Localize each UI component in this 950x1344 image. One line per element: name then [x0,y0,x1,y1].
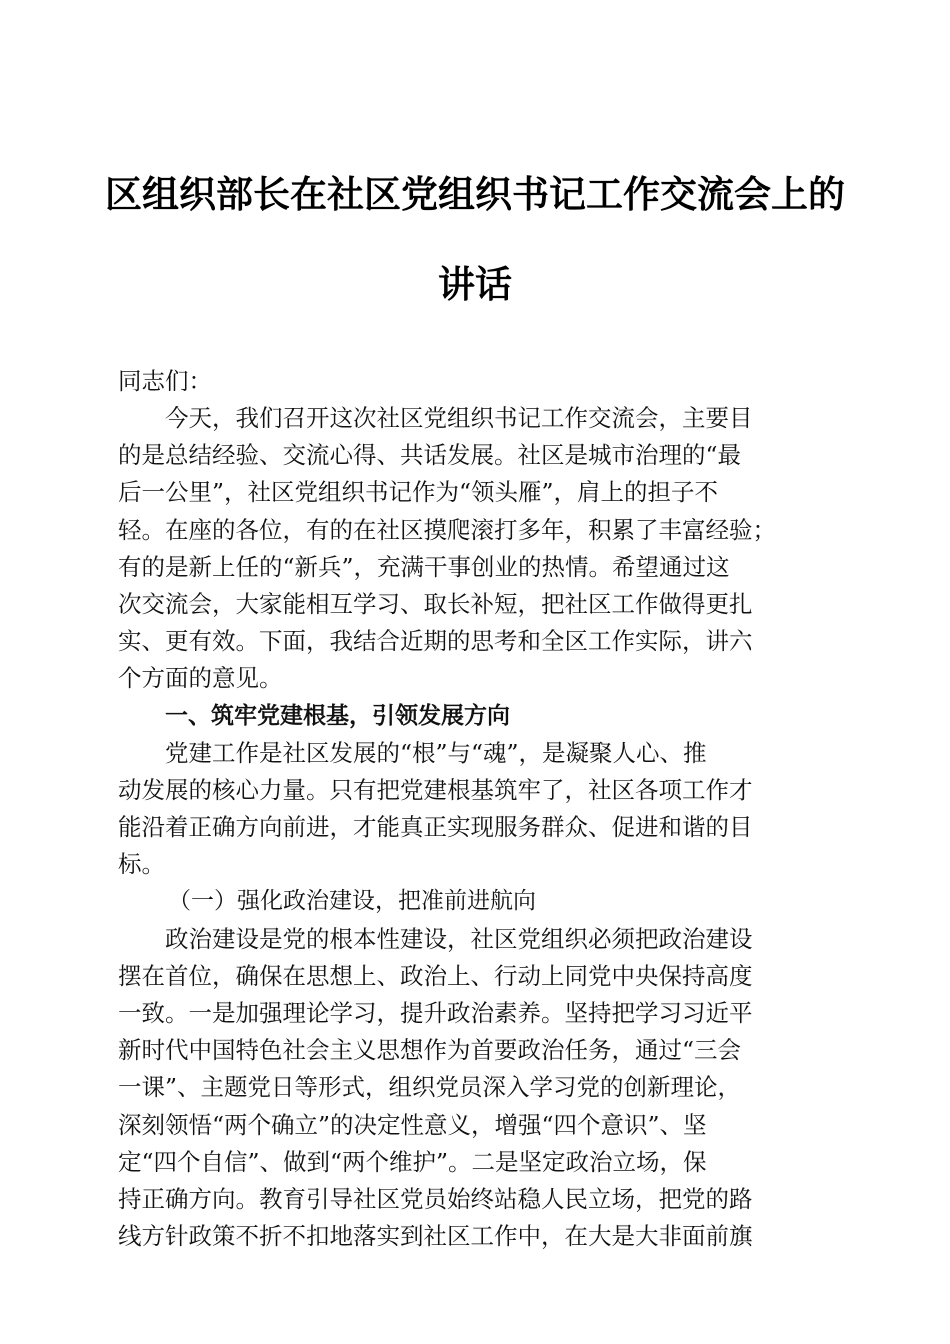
text-line: 深刻领悟“两个确立”的决定性意义，增强“四个意识”、坚 [118,1110,707,1139]
text-line: 定“四个自信”、做到“两个维护”。二是坚定政治立场，保 [118,1147,707,1176]
text-line: 持正确方向。教育引导社区党员始终站稳人民立场，把党的路 [118,1184,753,1213]
text-line: 政治建设是党的根本性建设，社区党组织必须把政治建设 [165,924,753,953]
text-line: 的是总结经验、交流心得、共话发展。社区是城市治理的“最 [118,441,742,470]
section-heading-1: 一、筑牢党建根基，引领发展方向 [165,702,510,729]
text-line: 标。 [118,850,165,879]
text-line: 党建工作是社区发展的“根”与“魂”，是凝聚人心、推 [165,738,707,767]
text-line: 线方针政策不折不扣地落实到社区工作中，在大是大非面前旗 [118,1222,753,1251]
text-line: 轻。在座的各位，有的在社区摸爬滚打多年，积累了丰富经验； [118,515,776,544]
subsection-heading-1: （一）强化政治建设，把准前进航向 [168,888,536,915]
text-line: 有的是新上任的“新兵”，充满干事创业的热情。希望通过这 [118,552,730,581]
salutation: 同志们： [118,367,212,395]
text-line: 一课”、主题党日等形式，组织党员深入学习党的创新理论， [118,1073,742,1102]
text-line: 新时代中国特色社会主义思想作为首要政治任务，通过“三会 [118,1036,742,1065]
text-line: 摆在首位，确保在思想上、政治上、行动上同党中央保持高度 [118,961,753,990]
text-line: 能沿着正确方向前进，才能真正实现服务群众、促进和谐的目 [118,813,753,842]
text-line: 个方面的意见。 [118,664,283,693]
text-line: 今天，我们召开这次社区党组织书记工作交流会，主要目 [165,404,753,432]
text-line: 后一公里”，社区党组织书记作为“领头雁”，肩上的担子不 [118,478,719,507]
text-line: 实、更有效。下面，我结合近期的思考和全区工作实际，讲六 [118,627,753,656]
text-line: 一致。一是加强理论学习，提升政治素养。坚持把学习习近平 [118,999,753,1027]
text-line: 次交流会，大家能相互学习、取长补短，把社区工作做得更扎 [118,589,753,618]
document-title-line-1: 区组织部长在社区党组织书记工作交流会上的 [105,172,845,216]
document-body [118,400,830,1255]
text-line: 动发展的核心力量。只有把党建根基筑牢了，社区各项工作才 [118,775,753,804]
document-title-line-2: 讲话 [438,262,512,306]
